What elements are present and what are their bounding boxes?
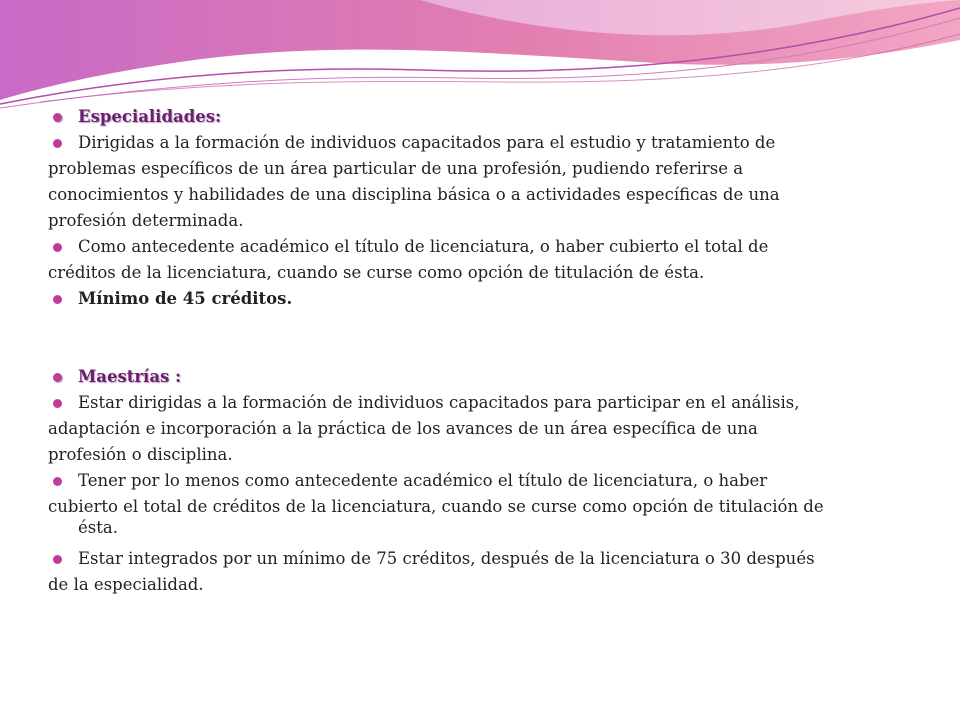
section-spacer (0, 312, 960, 364)
list-item (0, 546, 960, 572)
bullet-icon (53, 555, 62, 564)
paragraph-text: adaptación e incorporación a la práctica de los avances de un área específica de una (48, 419, 758, 438)
paragraph-text: Estar integrados por un mínimo de 75 créditos, después de la licenciatura o 30 después (78, 549, 815, 568)
paragraph-text: problemas específicos de un área particular de una profesión, pudiendo referirse a (48, 159, 744, 178)
list-item (0, 234, 960, 260)
paragraph-text: profesión determinada. (48, 211, 244, 230)
bullet-icon (53, 399, 62, 408)
bullet-icon (53, 243, 62, 252)
paragraph-text: ésta. (78, 518, 118, 537)
heading-text: Especialidades: (78, 107, 222, 126)
bullet-icon (53, 477, 62, 486)
header-wave-decoration (0, 0, 960, 115)
section-heading-especialidades (0, 104, 960, 130)
paragraph-text: de la especialidad. (48, 575, 204, 594)
list-item (0, 130, 960, 156)
paragraph-text: Como antecedente académico el título de licenciatura, o haber cubierto el total de (78, 237, 769, 256)
bullet-icon (53, 113, 62, 122)
bullet-icon (53, 139, 62, 148)
paragraph-text: cubierto el total de créditos de la licenciatura, cuando se curse como opción de titulación de (48, 497, 824, 516)
paragraph-text: Dirigidas a la formación de individuos capacitados para el estudio y tratamiento de (78, 133, 776, 152)
bullet-icon (53, 373, 62, 382)
list-item (0, 286, 960, 312)
heading-text: Maestrías : (78, 367, 182, 386)
section-heading-maestrias (0, 364, 960, 390)
paragraph-text: Tener por lo menos como antecedente académico el título de licenciatura, o haber (78, 471, 768, 490)
paragraph-text: Mínimo de 45 créditos. (78, 289, 293, 308)
list-item (0, 390, 960, 416)
paragraph-text: conocimientos y habilidades de una disciplina básica o a actividades específicas de una (48, 185, 780, 204)
paragraph-text: profesión o disciplina. (48, 445, 233, 464)
paragraph-text: Estar dirigidas a la formación de individuos capacitados para participar en el análisis, (78, 393, 800, 412)
slide-content (0, 104, 960, 598)
paragraph-text: créditos de la licenciatura, cuando se curse como opción de titulación de ésta. (48, 263, 705, 282)
list-item (0, 468, 960, 494)
bullet-icon (53, 295, 62, 304)
